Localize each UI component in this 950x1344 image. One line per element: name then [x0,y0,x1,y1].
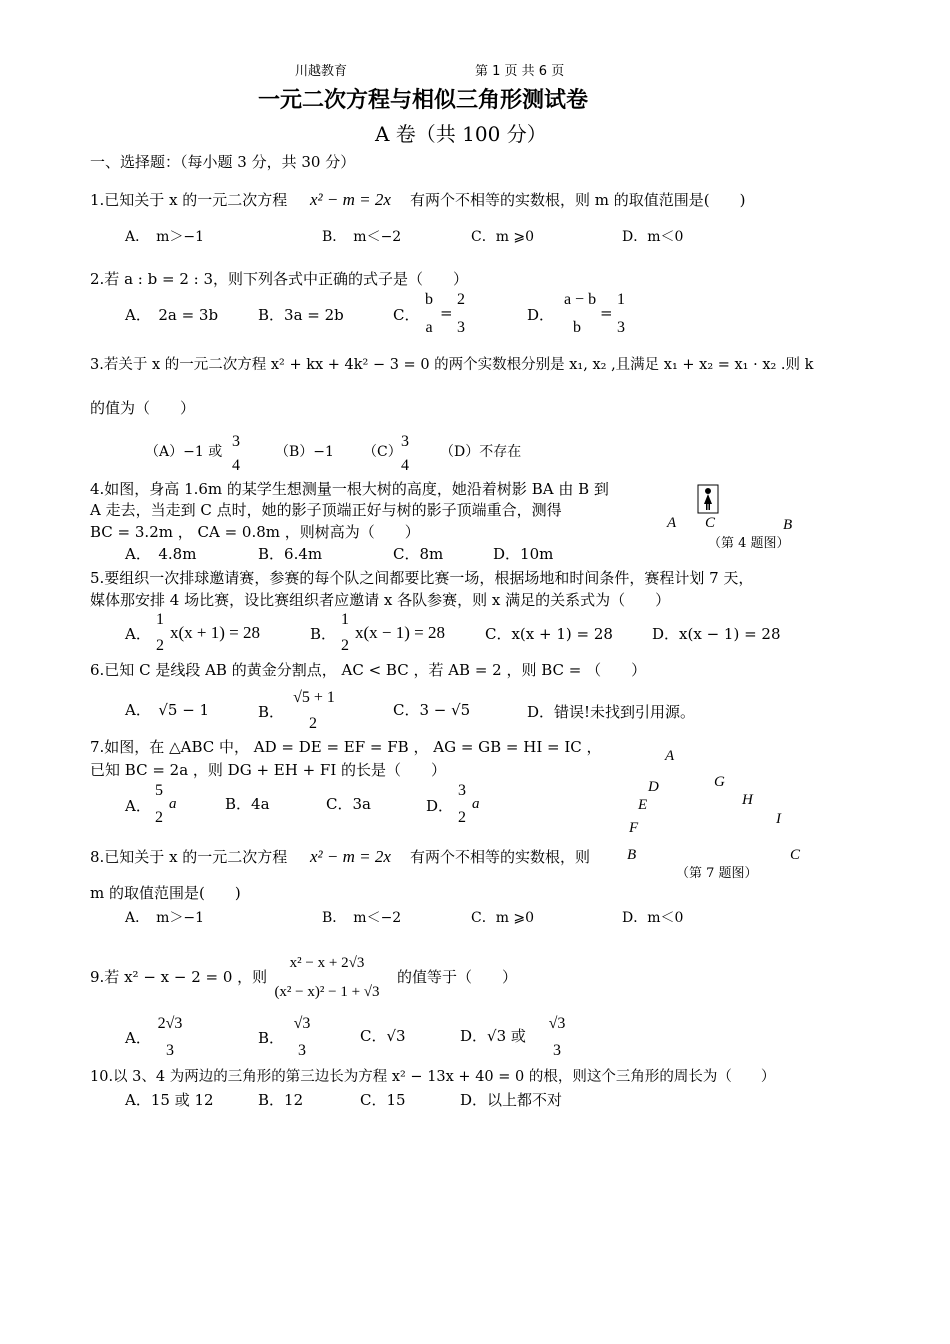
q5-line-2: 媒体那安排 4 场比赛，设比赛组织者应邀请 x 各队参赛，则 x 满足的关系式为（ ） [90,591,671,609]
q7-figure-label-i: I [776,811,781,827]
q2-option-b: B．3a = 2b [258,306,344,324]
publisher: 川越教育 [295,64,348,79]
q2-d-equals: = [600,304,613,322]
q9-fraction-denominator: (x² − x)² − 1 + √3 [274,984,380,1000]
q7-option-a: A． [125,797,151,815]
q9-fraction-numerator: x² − x + 2√3 [289,955,365,971]
q2-option-a: A． 2a = 3b [125,306,219,324]
q3-option-d: （D）不存在 [440,444,522,460]
q7-figure-caption: （第 7 题图） [676,866,758,881]
q2-d-fraction-num-left: a − b [563,291,597,308]
q10-option-b: B．12 [258,1091,304,1109]
q3-option-c: （C） [363,444,402,460]
q5-option-b: B． [310,625,337,643]
q4-figure-label-c: C [705,515,716,531]
q7-figure-label-e: E [638,797,648,813]
q9-stem-a: 9.若 x² − x − 2 = 0 ，则 [90,968,268,986]
q6-option-c: C．3 − √5 [393,701,471,719]
q1-stem-a: 1.已知关于 x 的一元二次方程 [90,191,288,209]
q7-option-c: C．3a [326,795,371,813]
q2-c-fraction-den-right: 3 [457,319,465,336]
q7-d-frac-top: 3 [458,782,466,799]
q5-b-expr: x(x − 1) = 28 [355,623,445,642]
q3-option-a: （A）−1 或 [145,444,223,460]
q8-option-d: D．m＜0 [622,910,684,926]
q9-d-frac-top: √3 [548,1015,566,1032]
q7-d-frac-bot: 2 [458,809,466,826]
q10-stem: 10.以 3、4 为两边的三角形的第三边长为方程 x² − 13x + 40 = 0 的根，则这个三角形的周长为（ ） [90,1069,776,1085]
q8-stem-a: 8.已知关于 x 的一元二次方程 [90,848,288,866]
q2-stem: 2.若 a : b = 2 : 3，则下列各式中正确的式子是（ ） [90,270,468,288]
q2-option-d: D． [527,306,555,324]
q9-option-c: C．√3 [360,1027,406,1045]
q4-option-d: D．10m [493,545,554,563]
q1-option-b: B． m＜−2 [322,229,402,245]
q1-stem-b: 有两个不相等的实数根，则 m 的取值范围是( ) [410,191,746,209]
q3-a-frac-bot: 4 [232,457,240,474]
q6-option-d: D．错误!未找到引用源。 [527,703,696,721]
q5-line-1: 5.要组织一次排球邀请赛，参赛的每个队之间都要比赛一场，根据场地和时间条件，赛程计划 7 天， [90,569,754,587]
q9-option-a: A． [125,1029,151,1047]
q6-b-frac-top: √5 + 1 [293,689,335,706]
q9-option-d: D．√3 或 [460,1027,526,1045]
q10-option-c: C．15 [360,1091,406,1109]
q2-c-fraction-num-right: 2 [457,291,465,308]
q7-figure-label-h: H [742,792,753,808]
q5-b-half-bot: 2 [341,637,349,654]
q9-a-frac-bot: 3 [166,1042,174,1059]
q3-a-frac-top: 3 [232,433,240,450]
q4-option-a: A． 4.8m [125,545,197,563]
q1-option-c: C．m ⩾0 [471,229,535,245]
page-info: 第 1 页 共 6 页 [475,64,565,79]
q1-option-a: A． m＞−1 [125,229,205,245]
q2-option-c: C． [393,306,420,324]
q4-line-3: BC = 3.2m ， CA = 0.8m ，则树高为（ ） [90,523,420,541]
q6-option-b: B． [258,703,285,721]
q4-option-c: C．8m [393,545,444,563]
q7-option-d: D． [426,797,454,815]
q9-a-frac-top: 2√3 [157,1015,183,1032]
q5-a-expr: x(x + 1) = 28 [170,623,260,642]
q4-figure-caption: （第 4 题图） [708,536,790,551]
q3-c-frac-bot: 4 [401,457,409,474]
person-figure-icon [697,484,719,514]
q7-option-b: B．4a [225,795,270,813]
q6-option-a: A． √5 − 1 [125,701,210,719]
q9-d-frac-bot: 3 [553,1042,561,1059]
q6-b-frac-bot: 2 [309,715,317,732]
q8-option-a: A． m＞−1 [125,910,205,926]
q1-option-d: D．m＜0 [622,229,684,245]
q3-c-frac-top: 3 [401,433,409,450]
q4-line-1: 4.如图，身高 1.6m 的某学生想测量一根大树的高度，她沿着树影 BA 由 B 到 [90,480,609,498]
q7-d-var: a [472,796,480,812]
q5-a-half-bot: 2 [156,637,164,654]
q7-figure-label-g: G [714,774,725,790]
q9-b-frac-bot: 3 [298,1042,306,1059]
q7-a-var: a [169,796,177,812]
q7-figure-label-d: D [648,779,659,795]
q4-figure-label-b: B [783,517,793,533]
q3-stem: 3.若关于 x 的一元二次方程 x² + kx + 4k² − 3 = 0 的两个实数根分别是 x₁, x₂ ,且满足 x₁ + x₂ = x₁ · x₂ .则 k [90,357,814,373]
q2-d-fraction-den-right: 3 [617,319,625,336]
q8-stem-b: 有两个不相等的实数根，则 [410,848,591,866]
q7-a-frac-bot: 2 [155,809,163,826]
q8-option-b: B． m＜−2 [322,910,402,926]
q7-line-1: 7.如图，在 △ABC 中， AD = DE = EF = FB ， AG = GB = HI = IC ， [90,738,602,756]
q4-option-b: B．6.4m [258,545,323,563]
q7-line-2: 已知 BC = 2a ，则 DG + EH + FI 的长是（ ） [90,761,447,779]
q5-option-a: A． [125,625,151,643]
page-subtitle: A 卷（共 100 分） [375,122,547,146]
section-heading: 一、选择题：（每小题 3 分，共 30 分） [90,153,356,171]
q5-b-half-top: 1 [341,611,349,628]
q7-figure-label-b: B [627,847,637,863]
q9-b-frac-top: √3 [293,1015,311,1032]
q8-option-c: C．m ⩾0 [471,910,535,926]
q10-option-d: D．以上都不对 [460,1091,563,1109]
q2-c-fraction-den-left: a [425,319,433,336]
q10-option-a: A．15 或 12 [125,1091,214,1109]
q5-a-half-top: 1 [156,611,164,628]
q2-d-fraction-den-left: b [573,319,581,336]
q9-option-b: B． [258,1029,285,1047]
q5-option-c: C．x(x + 1) = 28 [485,625,613,643]
q4-figure-label-a: A [667,515,677,531]
q8-equation: x² − m = 2x [310,847,391,866]
q5-option-d: D．x(x − 1) = 28 [652,625,781,643]
q4-line-2: A 走去，当走到 C 点时，她的影子顶端正好与树的影子顶端重合，测得 [90,501,562,519]
q7-figure-label-f: F [629,820,639,836]
q7-figure-label-a: A [665,748,675,764]
page-title: 一元二次方程与相似三角形测试卷 [258,88,589,113]
q3-option-b: （B）−1 [275,444,334,460]
q2-d-fraction-num-right: 1 [617,291,625,308]
q2-c-equals: = [440,304,453,322]
q3-stem-2: 的值为（ ） [90,399,196,417]
q1-equation: x² − m = 2x [310,190,391,209]
q6-stem: 6.已知 C 是线段 AB 的黄金分割点， AC < BC ，若 AB = 2 ，则 BC = （ ） [90,661,647,679]
q8-stem-2: m 的取值范围是( ) [90,884,241,902]
q7-figure-label-c: C [790,847,801,863]
q9-stem-b: 的值等于（ ） [397,968,518,986]
q7-a-frac-top: 5 [155,782,163,799]
q2-c-fraction-num-left: b [425,291,433,308]
